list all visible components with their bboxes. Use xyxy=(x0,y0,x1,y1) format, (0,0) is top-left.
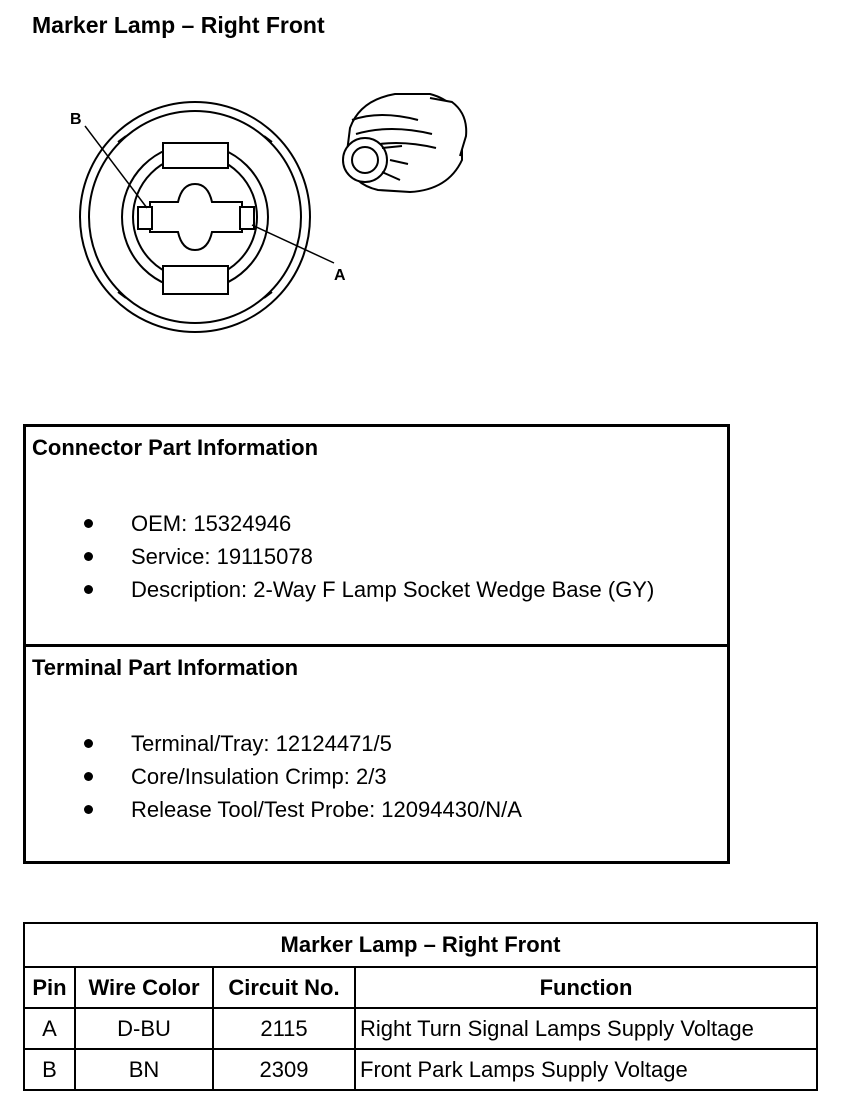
table-row xyxy=(24,1049,817,1090)
pin-cell: B xyxy=(24,1049,75,1090)
column-header-pin: Pin xyxy=(24,967,75,1008)
bullet-icon xyxy=(84,739,93,748)
pin-table xyxy=(23,922,818,1091)
table-row xyxy=(24,1008,817,1049)
bullet-icon xyxy=(84,519,93,528)
function-cell: Front Park Lamps Supply Voltage xyxy=(355,1049,817,1090)
terminal-part-heading: Terminal Part Information xyxy=(32,655,299,680)
page-title: Marker Lamp – Right Front xyxy=(32,12,325,38)
callout-label-a: A xyxy=(334,267,346,284)
bullet-icon xyxy=(84,585,93,594)
callout-label-b: B xyxy=(70,111,82,128)
bullet-icon xyxy=(84,805,93,814)
table-title: Marker Lamp – Right Front xyxy=(24,923,817,967)
column-header-circuit-no: Circuit No. xyxy=(213,967,355,1008)
circuit-no-cell: 2115 xyxy=(213,1008,355,1049)
connector-face xyxy=(80,102,310,332)
connector-part-heading: Connector Part Information xyxy=(32,435,319,460)
bullet-icon xyxy=(84,552,93,561)
wire-color-cell: D-BU xyxy=(75,1008,213,1049)
terminal-part-info-box: Terminal Part Information Terminal/Tray: 12124471/5 Core/Insulation Crimp: 2/3 Release Tool/Test Probe: 12094430/N/A xyxy=(23,644,730,864)
lamp-socket-illustration xyxy=(343,94,466,192)
function-cell: Right Turn Signal Lamps Supply Voltage xyxy=(355,1008,817,1049)
circuit-no-cell: 2309 xyxy=(213,1049,355,1090)
wire-color-cell: BN xyxy=(75,1049,213,1090)
leader-line-b xyxy=(85,126,147,208)
bullet-icon xyxy=(84,772,93,781)
connector-face-diagram xyxy=(60,80,480,350)
column-header-wire-color: Wire Color xyxy=(75,967,213,1008)
pin-cell: A xyxy=(24,1008,75,1049)
column-header-function: Function xyxy=(355,967,817,1008)
connector-part-info-box: Connector Part Information OEM: 15324946 Service: 19115078 Description: 2-Way F Lamp Socket Wedge Base (GY) xyxy=(23,424,730,646)
